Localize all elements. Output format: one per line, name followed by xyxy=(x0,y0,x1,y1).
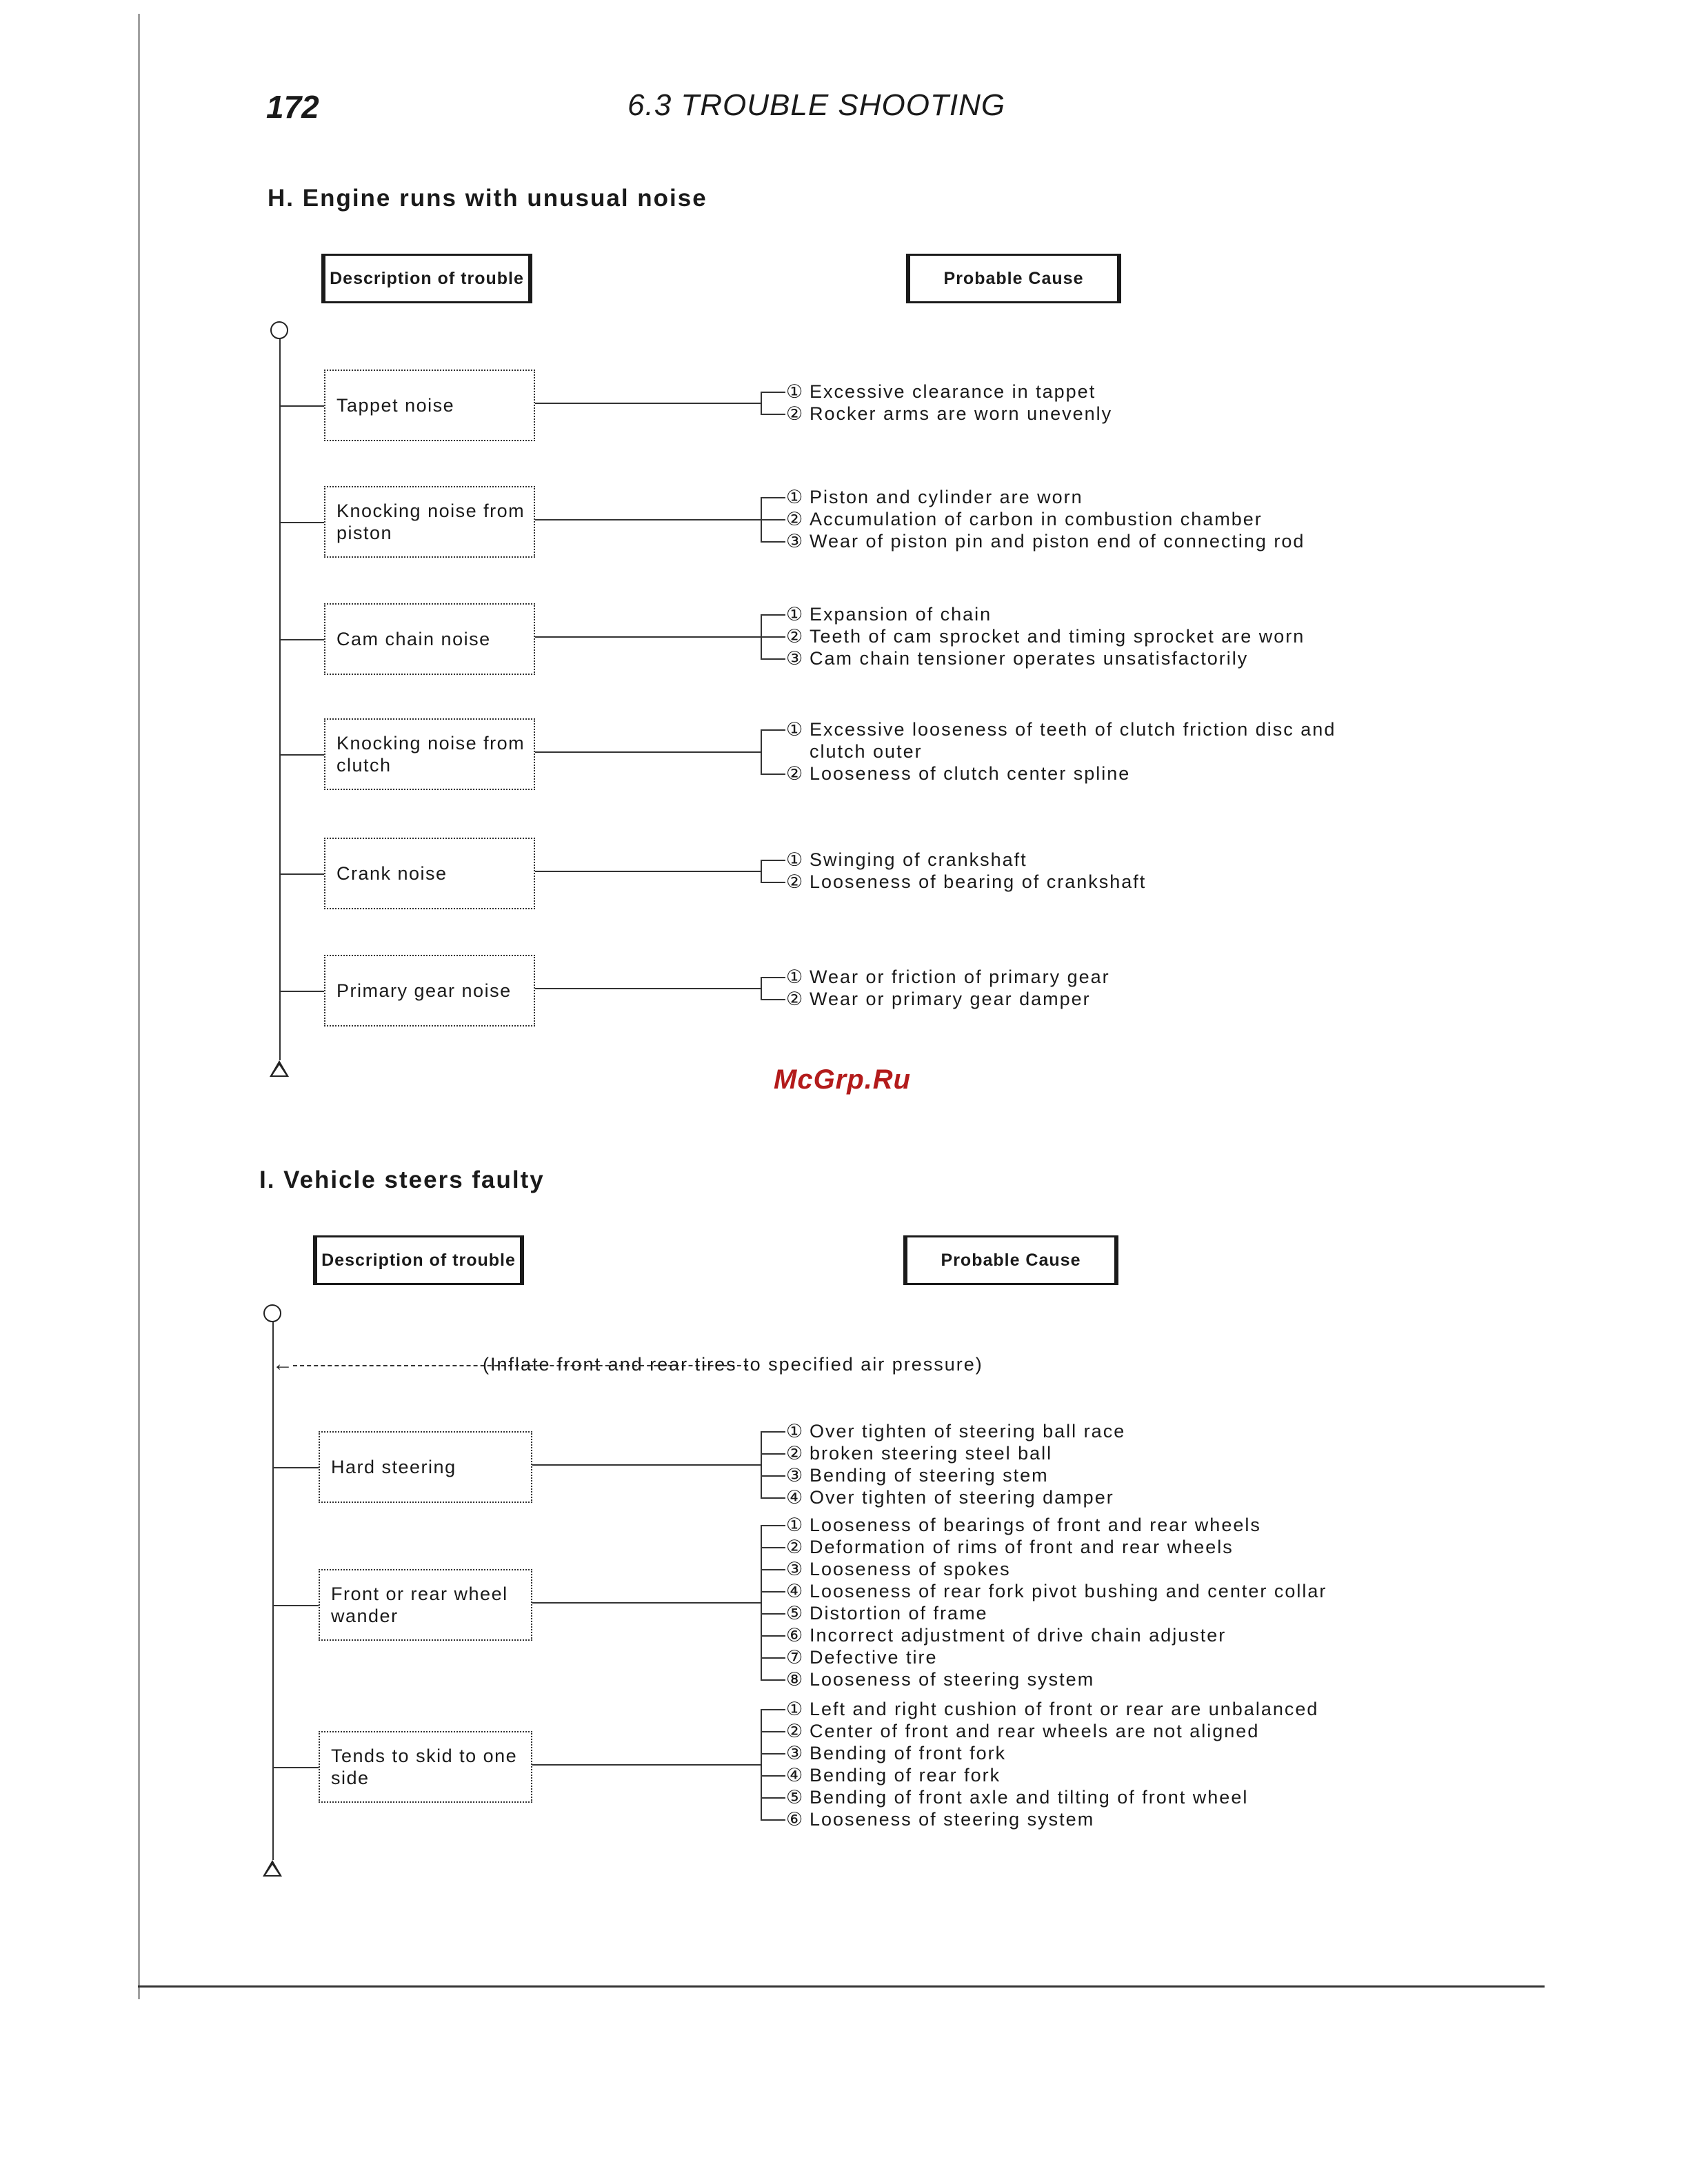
cause-tick-line xyxy=(761,1753,785,1755)
cause-text: Looseness of steering system xyxy=(810,1809,1095,1830)
end-triangle-inner xyxy=(272,1065,286,1075)
cause-item xyxy=(786,1514,1261,1536)
cause-text: Looseness of clutch center spline xyxy=(810,763,1131,784)
spine-branch-line xyxy=(279,639,324,640)
cause-item xyxy=(786,1536,1234,1558)
trouble-label: Tends to skid to one side xyxy=(331,1746,518,1788)
cause-item xyxy=(786,486,1083,508)
cause-text: Deformation of rims of front and rear wheels xyxy=(810,1537,1234,1557)
cause-text: Teeth of cam sprocket and timing sprocket are worn xyxy=(810,626,1305,647)
trouble-label: Knocking noise from clutch xyxy=(336,733,525,776)
cause-text: Wear or friction of primary gear xyxy=(810,967,1110,987)
trouble-label: Cam chain noise xyxy=(336,629,491,649)
cause-text: Bending of front axle and tilting of front wheel xyxy=(810,1787,1249,1808)
cause-text: Over tighten of steering ball race xyxy=(810,1421,1126,1442)
flow-spine xyxy=(279,339,281,1060)
description-of-trouble-header: Description of trouble xyxy=(313,1235,524,1285)
cause-tick-line xyxy=(761,1657,785,1659)
cause-text: Looseness of bearings of front and rear wheels xyxy=(810,1515,1261,1535)
cause-item xyxy=(786,625,1305,647)
cause-item xyxy=(786,762,1130,785)
cause-item xyxy=(786,508,1263,530)
note-text: (Inflate front and rear tires to specified air pressure) xyxy=(483,1354,983,1375)
cause-item xyxy=(786,1442,1052,1464)
cause-text: Incorrect adjustment of drive chain adjuster xyxy=(810,1625,1227,1646)
start-circle xyxy=(263,1304,281,1322)
cause-number: ① xyxy=(786,967,805,987)
cause-bracket xyxy=(761,1709,762,1821)
note-arrow-icon: ← xyxy=(272,1353,293,1375)
cause-bracket xyxy=(761,392,762,415)
cause-item xyxy=(786,1786,1248,1808)
cause-text: Looseness of steering system xyxy=(810,1669,1095,1690)
cause-text: Looseness of bearing of crankshaft xyxy=(810,871,1147,892)
probable-cause-header: Probable Cause xyxy=(903,1235,1118,1285)
cause-number: ② xyxy=(786,989,805,1009)
cause-item xyxy=(786,403,1112,425)
cause-item xyxy=(786,718,1336,740)
cause-number: ② xyxy=(786,763,805,784)
trouble-to-cause-line xyxy=(532,1602,761,1604)
cause-item xyxy=(786,1720,1259,1742)
cause-text: Accumulation of carbon in combustion chamber xyxy=(810,509,1263,529)
cause-text: Expansion of chain xyxy=(810,604,992,625)
trouble-to-cause-line xyxy=(535,519,761,520)
cause-tick-line xyxy=(761,1525,785,1526)
cause-text: Rocker arms are worn unevenly xyxy=(810,403,1113,424)
cause-number: ② xyxy=(786,403,805,424)
cause-number: ② xyxy=(786,1537,805,1557)
trouble-box xyxy=(324,955,535,1027)
cause-number: ③ xyxy=(786,1465,805,1486)
cause-item xyxy=(786,1486,1114,1508)
cause-text: Bending of front fork xyxy=(810,1743,1007,1763)
trouble-box xyxy=(319,1431,532,1503)
cause-number: ⑤ xyxy=(786,1603,805,1624)
cause-tick-line xyxy=(761,1591,785,1593)
cause-bracket xyxy=(761,977,762,1000)
cause-item xyxy=(786,1624,1226,1646)
cause-number: ① xyxy=(786,1699,805,1719)
cause-tick-line xyxy=(761,774,785,775)
spine-branch-line xyxy=(279,991,324,992)
cause-number: ⑥ xyxy=(786,1625,805,1646)
cause-tick-line xyxy=(761,1819,785,1821)
cause-tick-line xyxy=(761,1431,785,1433)
cause-tick-line xyxy=(761,1475,785,1477)
spine-branch-line xyxy=(279,405,324,407)
trouble-label: Primary gear noise xyxy=(336,980,512,1001)
section-title: H. Engine runs with unusual noise xyxy=(268,185,707,212)
cause-text: Swinging of crankshaft xyxy=(810,849,1027,870)
watermark: McGrp.Ru xyxy=(774,1064,912,1095)
cause-tick-line xyxy=(761,1547,785,1548)
trouble-box xyxy=(324,603,535,675)
cause-number: ⑧ xyxy=(786,1669,805,1690)
cause-item xyxy=(786,530,1305,552)
cause-text: Defective tire xyxy=(810,1647,938,1668)
spine-branch-line xyxy=(272,1767,319,1768)
cause-number: ① xyxy=(786,381,805,402)
cause-text: broken steering steel ball xyxy=(810,1443,1053,1464)
cause-number: ② xyxy=(786,1443,805,1464)
page-margin-rule xyxy=(138,14,140,1999)
cause-text: Over tighten of steering damper xyxy=(810,1487,1114,1508)
trouble-to-cause-line xyxy=(532,1464,761,1466)
cause-number: ② xyxy=(786,871,805,892)
trouble-label: Hard steering xyxy=(331,1457,456,1477)
trouble-to-cause-line xyxy=(532,1764,761,1766)
cause-tick-line xyxy=(761,658,785,660)
cause-tick-line xyxy=(761,1679,785,1681)
cause-text: Looseness of spokes xyxy=(810,1559,1011,1579)
spine-branch-line xyxy=(279,873,324,875)
cause-tick-line xyxy=(761,1635,785,1637)
cause-item xyxy=(786,647,1248,669)
cause-item xyxy=(786,381,1096,403)
cause-item xyxy=(786,1420,1125,1442)
cause-text: clutch outer xyxy=(810,741,923,762)
cause-item xyxy=(786,988,1091,1010)
cause-number: ① xyxy=(786,487,805,507)
cause-item xyxy=(786,1742,1006,1764)
cause-number: ② xyxy=(786,626,805,647)
trouble-box xyxy=(324,718,535,790)
cause-number: ① xyxy=(786,849,805,870)
trouble-label: Front or rear wheel wander xyxy=(331,1584,508,1626)
cause-item xyxy=(786,1668,1094,1690)
cause-number: ③ xyxy=(786,648,805,669)
cause-tick-line xyxy=(761,1731,785,1732)
cause-item xyxy=(786,849,1027,871)
cause-item xyxy=(786,1602,988,1624)
cause-text: Bending of steering stem xyxy=(810,1465,1049,1486)
trouble-to-cause-line xyxy=(535,636,761,638)
cause-tick-line xyxy=(761,1797,785,1799)
cause-item xyxy=(786,1764,1001,1786)
trouble-label: Tappet noise xyxy=(336,395,455,416)
section-title: I. Vehicle steers faulty xyxy=(259,1166,545,1193)
trouble-box xyxy=(324,370,535,441)
cause-text: Left and right cushion of front or rear are unbalanced xyxy=(810,1699,1319,1719)
trouble-to-cause-line xyxy=(535,403,761,404)
cause-tick-line xyxy=(761,392,785,393)
cause-number: ② xyxy=(786,509,805,529)
cause-tick-line xyxy=(761,999,785,1000)
cause-number: ③ xyxy=(786,531,805,552)
cause-item xyxy=(786,871,1146,893)
spine-branch-line xyxy=(272,1605,319,1606)
cause-number: ⑦ xyxy=(786,1647,805,1668)
cause-text: Excessive clearance in tappet xyxy=(810,381,1096,402)
cause-tick-line xyxy=(761,1497,785,1499)
page-bottom-rule xyxy=(138,1985,1545,1988)
cause-tick-line xyxy=(761,729,785,731)
trouble-to-cause-line xyxy=(535,988,761,989)
flow-spine xyxy=(272,1322,274,1860)
cause-tick-line xyxy=(761,497,785,498)
cause-number: ③ xyxy=(786,1743,805,1763)
cause-text: Wear of piston pin and piston end of connecting rod xyxy=(810,531,1305,552)
cause-number: ⑥ xyxy=(786,1809,805,1830)
cause-text: Excessive looseness of teeth of clutch friction disc and xyxy=(810,719,1336,740)
cause-number: ② xyxy=(786,1721,805,1741)
cause-bracket xyxy=(761,860,762,883)
cause-text: Cam chain tensioner operates unsatisfactorily xyxy=(810,648,1249,669)
cause-text: Looseness of rear fork pivot bushing and center collar xyxy=(810,1581,1327,1601)
cause-number: ① xyxy=(786,604,805,625)
cause-item xyxy=(786,1808,1094,1830)
cause-tick-line xyxy=(761,1613,785,1615)
trouble-box xyxy=(319,1731,532,1803)
page-number: 172 xyxy=(266,89,319,125)
cause-item xyxy=(786,966,1110,988)
description-of-trouble-header: Description of trouble xyxy=(321,254,532,303)
cause-bracket xyxy=(761,729,762,775)
cause-tick-line xyxy=(761,414,785,415)
cause-item xyxy=(786,1580,1327,1602)
cause-text: Distortion of frame xyxy=(810,1603,988,1624)
page-header-title: 6.3 TROUBLE SHOOTING xyxy=(627,88,1006,122)
trouble-box xyxy=(324,838,535,909)
trouble-label: Crank noise xyxy=(336,863,448,884)
cause-number: ③ xyxy=(786,1559,805,1579)
trouble-box xyxy=(324,486,535,558)
cause-item xyxy=(786,1558,1011,1580)
cause-item xyxy=(786,740,923,762)
cause-number: ④ xyxy=(786,1487,805,1508)
spine-branch-line xyxy=(279,754,324,756)
cause-tick-line xyxy=(761,541,785,543)
cause-tick-line xyxy=(761,1709,785,1710)
probable-cause-header: Probable Cause xyxy=(906,254,1121,303)
trouble-to-cause-line xyxy=(535,871,761,872)
cause-text: Piston and cylinder are worn xyxy=(810,487,1083,507)
cause-text: Wear or primary gear damper xyxy=(810,989,1091,1009)
cause-text: Bending of rear fork xyxy=(810,1765,1001,1786)
cause-number: ① xyxy=(786,1421,805,1442)
cause-tick-line xyxy=(761,1569,785,1570)
cause-tick-line xyxy=(761,1775,785,1777)
cause-tick-line xyxy=(761,1453,785,1455)
cause-text: Center of front and rear wheels are not aligned xyxy=(810,1721,1260,1741)
cause-item xyxy=(786,1464,1049,1486)
trouble-label: Knocking noise from piston xyxy=(336,501,525,543)
cause-number: ① xyxy=(786,1515,805,1535)
cause-number: ④ xyxy=(786,1581,805,1601)
cause-item xyxy=(786,1698,1318,1720)
cause-number: ⑤ xyxy=(786,1787,805,1808)
cause-tick-line xyxy=(761,614,785,616)
spine-branch-line xyxy=(279,522,324,523)
spine-branch-line xyxy=(272,1467,319,1468)
cause-tick-line xyxy=(761,882,785,883)
cause-item xyxy=(786,1646,938,1668)
cause-tick-line xyxy=(761,860,785,861)
trouble-to-cause-line xyxy=(535,751,761,753)
cause-item xyxy=(786,603,992,625)
start-circle xyxy=(270,321,288,339)
cause-tick-line xyxy=(761,977,785,978)
trouble-box xyxy=(319,1569,532,1641)
cause-number: ① xyxy=(786,719,805,740)
cause-tick-line xyxy=(761,519,785,520)
cause-number: ④ xyxy=(786,1765,805,1786)
cause-tick-line xyxy=(761,636,785,638)
end-triangle-inner xyxy=(265,1865,279,1875)
cause-bracket xyxy=(761,1431,762,1499)
